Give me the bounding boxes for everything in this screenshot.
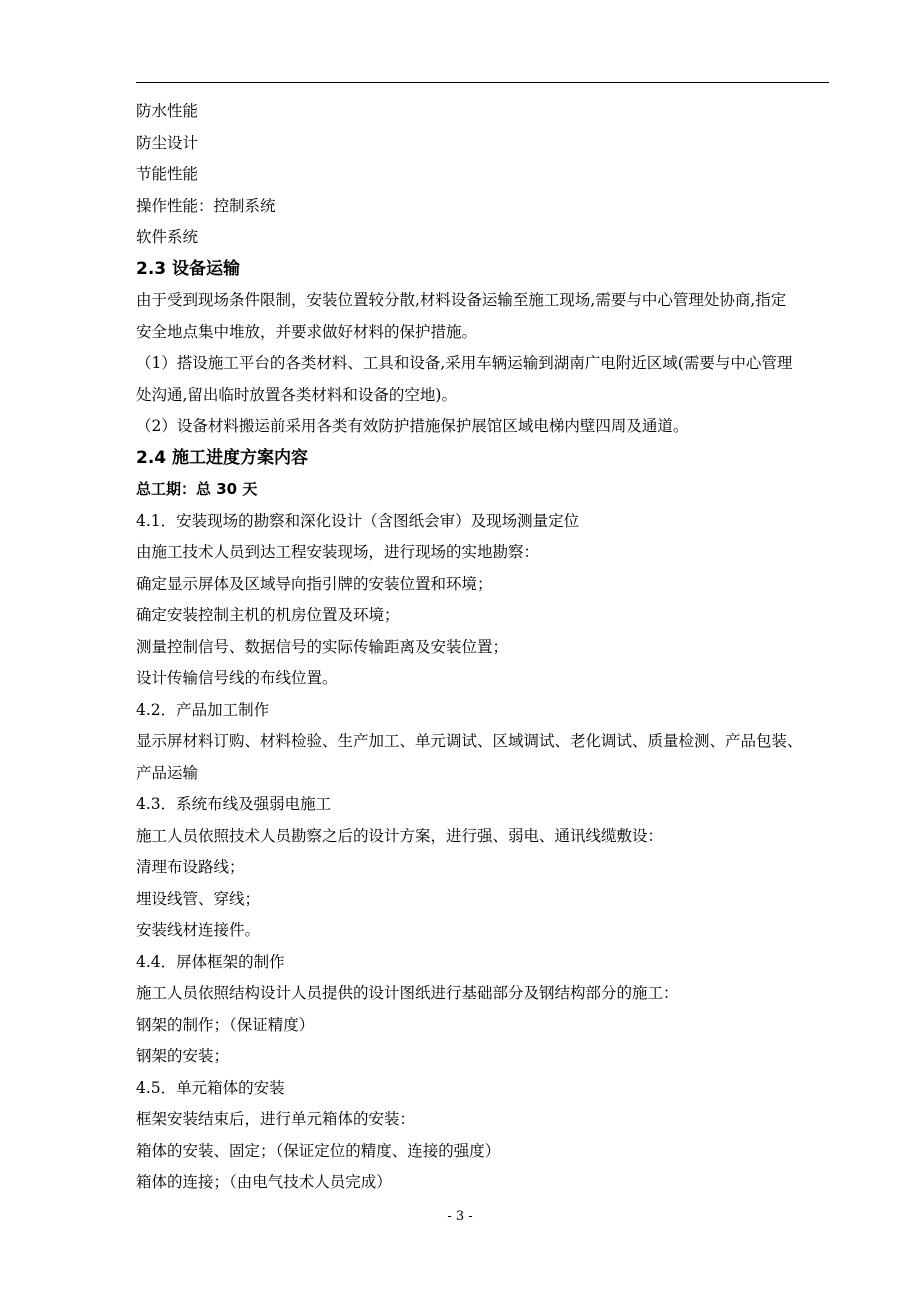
paragraph-line: （1）搭设施工平台的各类材料、工具和设备,采用车辆运输到湖南广电附近区域(需要与中心管理 bbox=[136, 354, 793, 372]
paragraph-line: 4.4．屏体框架的制作 bbox=[136, 952, 285, 971]
paragraph-line: 确定安装控制主机的机房位置及环境； bbox=[136, 606, 400, 624]
paragraph-line: 4.1．安装现场的勘察和深化设计（含图纸会审）及现场测量定位 bbox=[136, 511, 580, 530]
paragraph-line: 测量控制信号、数据信号的实际传输距离及安装位置； bbox=[136, 637, 509, 656]
paragraph-line: 软件系统 bbox=[136, 228, 199, 246]
paragraph-line: 防水性能 bbox=[136, 102, 199, 120]
paragraph-line: 埋设线管、穿线； bbox=[136, 889, 261, 908]
paragraph-line: 处沟通,留出临时放置各类材料和设备的空地)。 bbox=[136, 385, 457, 404]
section-heading: 2.3 设备运输 bbox=[136, 258, 241, 279]
paragraph-line: 箱体的安装、固定；（保证定位的精度、连接的强度） bbox=[136, 1141, 501, 1160]
paragraph-line: （2）设备材料搬运前采用各类有效防护措施保护展馆区域电梯内壁四周及通道。 bbox=[136, 417, 689, 435]
section-heading: 2.4 施工进度方案内容 bbox=[136, 447, 309, 468]
paragraph-line: 设计传输信号线的布线位置。 bbox=[136, 669, 338, 687]
bold-line: 总工期：总 30 天 bbox=[136, 480, 258, 498]
paragraph-line: 由于受到现场条件限制，安装位置较分散,材料设备运输至施工现场,需要与中心管理处协商,指定 bbox=[136, 291, 787, 309]
paragraph-line: 节能性能 bbox=[136, 165, 199, 183]
paragraph-line: 由施工技术人员到达工程安装现场，进行现场的实地勘察： bbox=[136, 543, 540, 561]
paragraph-line: 产品运输 bbox=[136, 763, 199, 782]
header-rule bbox=[136, 82, 829, 83]
paragraph-line: 4.2．产品加工制作 bbox=[136, 700, 270, 719]
page-number: - 3 - bbox=[447, 1209, 473, 1224]
paragraph-line: 清理布设路线； bbox=[136, 858, 245, 876]
paragraph-line: 防尘设计 bbox=[136, 133, 199, 152]
document-body bbox=[136, 96, 836, 1199]
paragraph-line: 钢架的安装； bbox=[136, 1047, 230, 1065]
paragraph-line: 框架安装结束后，进行单元箱体的安装： bbox=[136, 1110, 416, 1128]
paragraph-line: 箱体的连接；（由电气技术人员完成） bbox=[136, 1173, 392, 1191]
paragraph-line: 施工人员依照技术人员勘察之后的设计方案，进行强、弱电、通讯线缆敷设： bbox=[136, 826, 664, 845]
paragraph-line: 安装线材连接件。 bbox=[136, 921, 261, 939]
paragraph-line: 4.5．单元箱体的安装 bbox=[136, 1078, 285, 1097]
paragraph-line: 4.3．系统布线及强弱电施工 bbox=[136, 795, 332, 813]
paragraph-line: 安全地点集中堆放，并要求做好材料的保护措施。 bbox=[136, 322, 478, 341]
paragraph-line: 显示屏材料订购、材料检验、生产加工、单元调试、区域调试、老化调试、质量检测、产品包装、 bbox=[136, 732, 803, 750]
paragraph-line: 钢架的制作；（保证精度） bbox=[136, 1015, 315, 1034]
paragraph-line: 操作性能：控制系统 bbox=[136, 196, 276, 215]
paragraph-line: 施工人员依照结构设计人员提供的设计图纸进行基础部分及钢结构部分的施工： bbox=[136, 984, 679, 1002]
paragraph-line: 确定显示屏体及区域导向指引牌的安装位置和环境； bbox=[136, 574, 493, 593]
